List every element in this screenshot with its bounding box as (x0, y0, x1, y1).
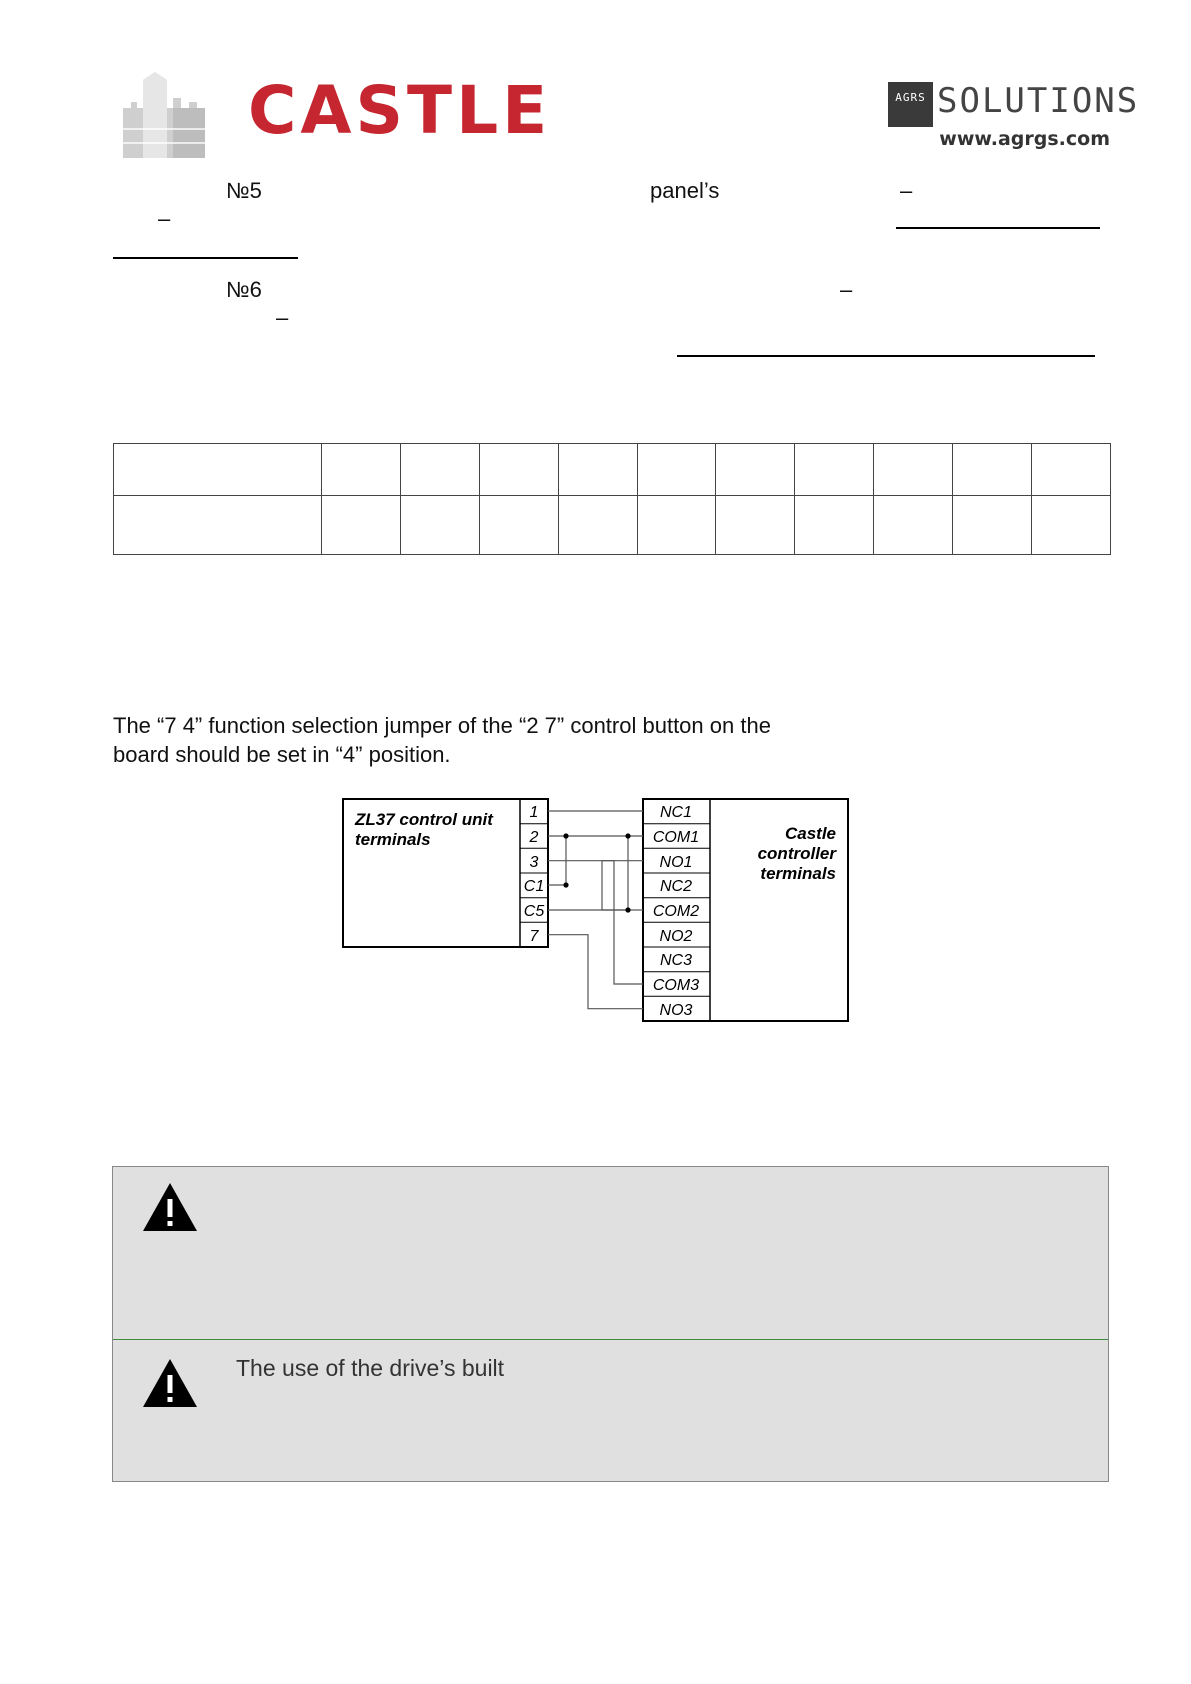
terminal-label: NC1 (659, 804, 693, 821)
paragraph-line: The “7 4” function selection jumper of the “2 7” control button on the (113, 713, 771, 738)
settings-table (113, 443, 1111, 555)
table-cell (322, 496, 401, 555)
website-link[interactable]: www.agrgs.com (939, 128, 1110, 150)
terminal-label: COM1 (652, 829, 700, 846)
terminal-label: COM3 (652, 977, 700, 994)
table-cell (874, 496, 953, 555)
table-cell (479, 496, 558, 555)
section-number-5: №5 (226, 178, 262, 203)
terminal-label: COM2 (652, 903, 700, 920)
control-unit-label: ZL37 control unit (355, 810, 493, 829)
table-cell (637, 496, 716, 555)
dash: – (276, 305, 289, 330)
terminal-label: NC2 (659, 878, 693, 895)
dash: – (840, 277, 853, 302)
controller-label: controller (757, 844, 836, 863)
terminal-label: 1 (529, 804, 539, 821)
jumper-instruction (113, 711, 873, 769)
terminal-label: NO2 (659, 928, 693, 945)
junction-dots (563, 833, 630, 912)
table-cell (114, 496, 322, 555)
table-cell (953, 444, 1032, 496)
warning-divider (113, 1339, 1108, 1340)
table-cell (558, 444, 637, 496)
partner-name: SOLUTIONS (937, 81, 1140, 121)
underline (677, 355, 1095, 357)
brand-logo-text: CASTLE (248, 72, 552, 149)
table-row (114, 496, 1111, 555)
underline (113, 257, 298, 259)
table-cell (795, 496, 874, 555)
paragraph-line: board should be set in “4” position. (113, 742, 451, 767)
warning-text: The use of the drive’s built (236, 1355, 505, 1381)
control-unit-label: terminals (355, 830, 431, 849)
table-cell (558, 496, 637, 555)
terminal-label: NC3 (659, 952, 693, 969)
terminal-label: NO3 (659, 1002, 693, 1019)
terminal-label: C5 (523, 903, 545, 920)
table-cell (795, 444, 874, 496)
terminal-label: 7 (529, 928, 539, 945)
table-cell (114, 444, 322, 496)
section-number-6: №6 (226, 277, 262, 302)
table-cell (400, 444, 479, 496)
table-cell (716, 444, 795, 496)
table-cell (400, 496, 479, 555)
terminal-label: NO1 (659, 854, 693, 871)
terminal-label: C1 (523, 878, 545, 895)
table-cell (1032, 444, 1111, 496)
wiring-diagram (340, 795, 856, 1025)
panel-word: panel’s (650, 178, 720, 203)
warning-triangle-icon (141, 1357, 199, 1409)
controller-label: terminals (760, 864, 836, 883)
table-cell (953, 496, 1032, 555)
castle-tower-icon (113, 68, 213, 162)
table-cell (716, 496, 795, 555)
terminal-label: 2 (529, 829, 539, 846)
dash: – (158, 206, 171, 231)
terminal-label: 3 (529, 854, 539, 871)
table-cell (322, 444, 401, 496)
agrs-badge: AGRS (888, 82, 933, 127)
warning-panel (112, 1166, 1109, 1482)
castle-logo (113, 68, 213, 162)
table-cell (1032, 496, 1111, 555)
warning-triangle-icon (141, 1181, 199, 1233)
table-row (114, 444, 1111, 496)
underline (896, 227, 1100, 229)
dash: – (900, 178, 913, 203)
table-cell (479, 444, 558, 496)
table-cell (637, 444, 716, 496)
controller-label: Castle (784, 824, 836, 843)
table-cell (874, 444, 953, 496)
